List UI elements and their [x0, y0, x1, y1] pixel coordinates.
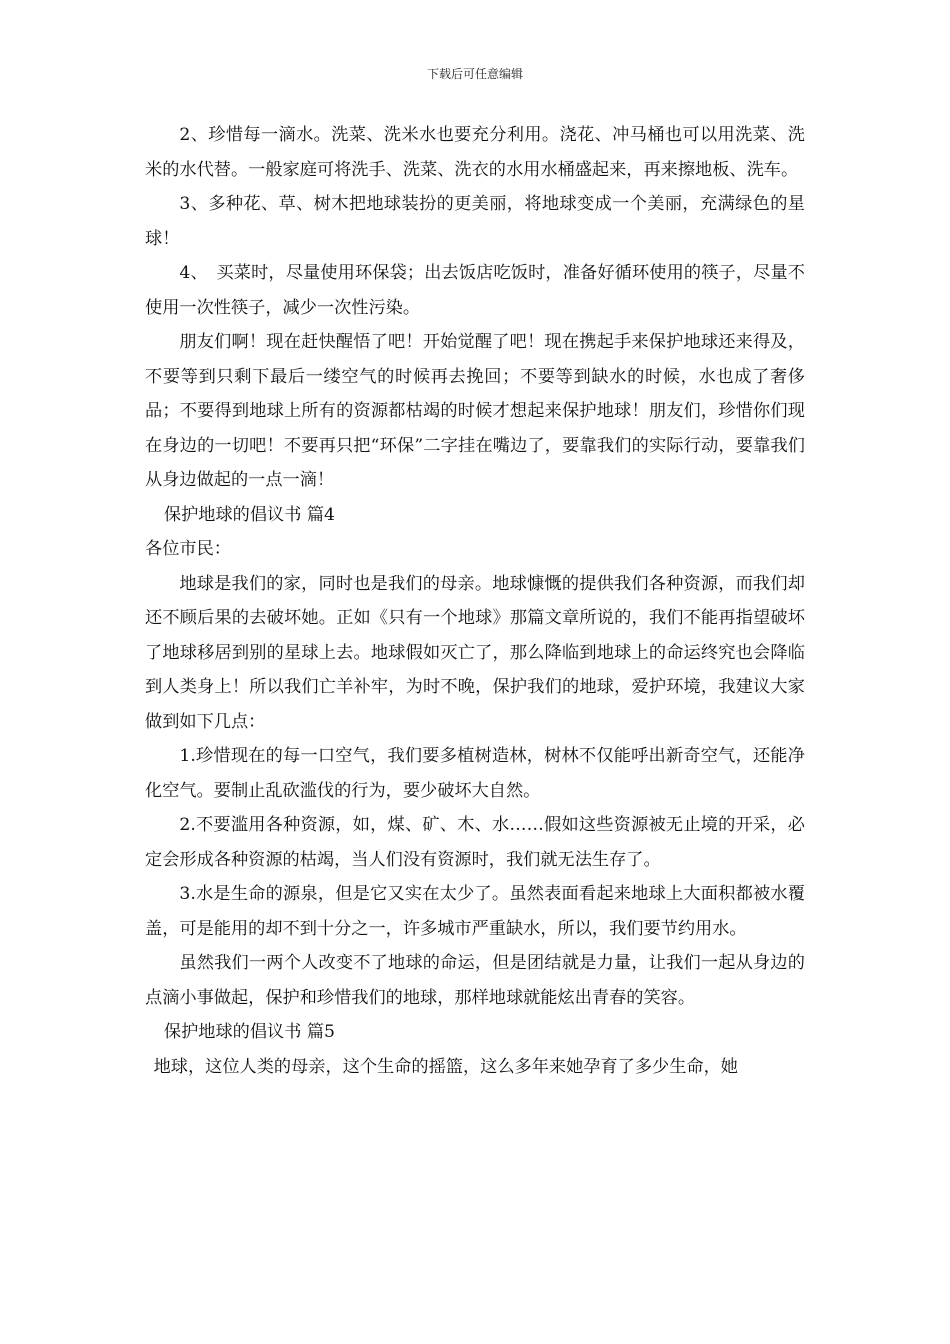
paragraph-point-water: 3.水是生命的源泉，但是它又实在太少了。虽然表面看起来地球上大面积都被水覆盖，可是能用的却不到十分之一，许多城市严重缺水，所以，我们要节约用水。: [145, 884, 805, 939]
paragraph-appeal-friends: 朋友们啊！现在赶快醒悟了吧！开始觉醒了吧！现在携起手来保护地球还来得及，不要等到只剩下最后一缕空气的时候再去挽回；不要等到缺水的时候，水也成了奢侈品；不要得到地球上所有的资源都枯竭的时候才想起来保护地球！朋友们，珍惜你们现在身边的一切吧！不要再只把“环保”二字挂在嘴边了，要靠我们的实际行动，要靠我们从身边做起的一点一滴！: [145, 332, 805, 490]
document-body: [145, 118, 805, 1084]
page-header: 下载后可任意编辑: [426, 67, 523, 81]
paragraph-intro-earth: 地球是我们的家，同时也是我们的母亲。地球慷慨的提供我们各种资源，而我们却还不顾后果的去破坏她。正如《只有一个地球》那篇文章所说的，我们不能再指望破坏了地球移居到别的星球上去。地球假如灭亡了，那么降临到地球上的命运终究也会降临到人类身上！所以我们亡羊补牢，为时不晚，保护我们的地球，爱护环境，我建议大家做到如下几点：: [145, 573, 805, 732]
paragraph-tip-plants: 3、多种花、草、树木把地球装扮的更美丽，将地球变成一个美丽，充满绿色的星球！: [145, 194, 805, 249]
salutation: 各位市民：: [145, 539, 231, 559]
paragraph-tip-shopping: 4、 买菜时，尽量使用环保袋；出去饭店吃饭时，准备好循环使用的筷子，尽量不使用一次性筷子，减少一次性污染。: [145, 263, 805, 318]
paragraph-earth-mother: 地球，这位人类的母亲，这个生命的摇篮，这么多年来她孕育了多少生命，她: [153, 1056, 738, 1077]
paragraph-point-air: 1.珍惜现在的每一口空气，我们要多植树造林，树林不仅能呼出新奇空气，还能净化空气。要制止乱砍滥伐的行为，要少破坏大自然。: [145, 746, 805, 801]
paragraph-conclusion: 虽然我们一两个人改变不了地球的命运，但是团结就是力量，让我们一起从身边的点滴小事做起，保护和珍惜我们的地球，那样地球就能炫出青春的笑容。: [145, 953, 805, 1008]
section-heading-5: 保护地球的倡议书 篇5: [163, 1022, 335, 1042]
paragraph-tip-water: 2、珍惜每一滴水。洗菜、洗米水也要充分利用。浇花、冲马桶也可以用洗菜、洗米的水代替。一般家庭可将洗手、洗菜、洗衣的水用水桶盛起来，再来擦地板、洗车。: [145, 125, 805, 180]
paragraph-point-resources: 2.不要滥用各种资源，如，煤、矿、木、水……假如这些资源被无止境的开采，必定会形成各种资源的枯竭，当人们没有资源时，我们就无法生存了。: [145, 815, 805, 870]
section-heading-4: 保护地球的倡议书 篇4: [163, 504, 335, 525]
